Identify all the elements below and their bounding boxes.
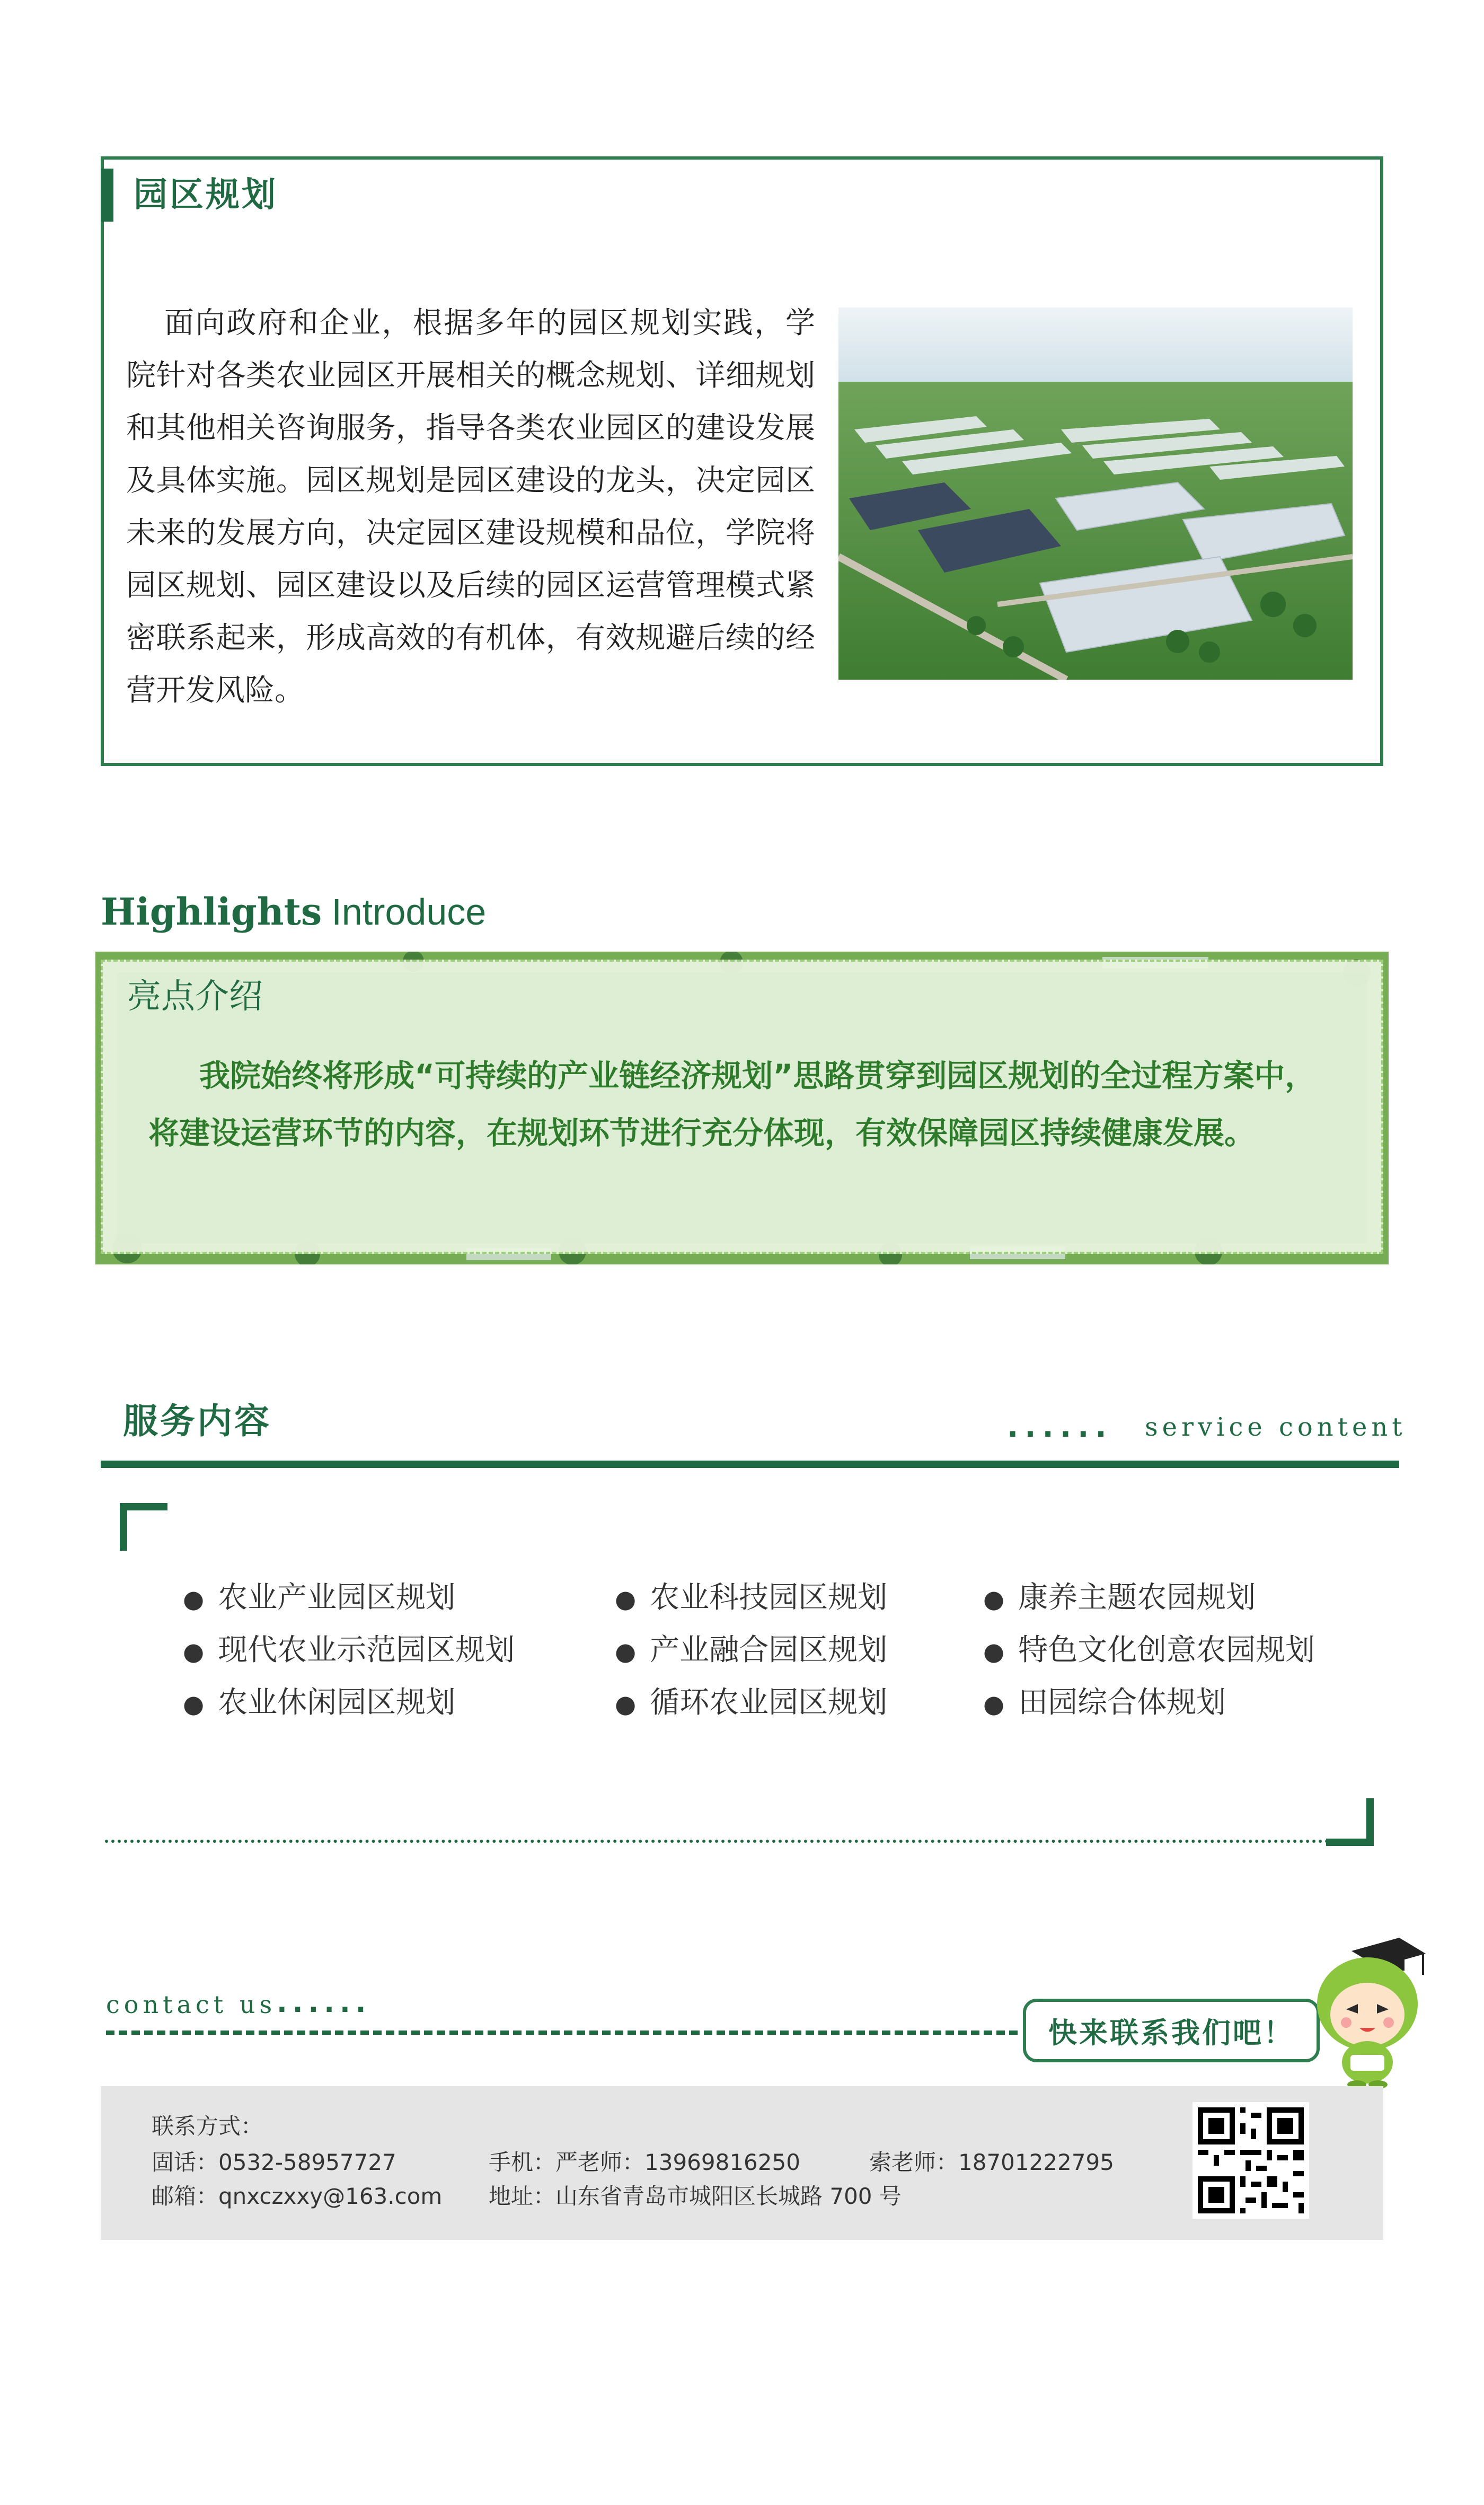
service-item: ● 农业休闲园区规划 [183,1685,456,1720]
service-item: ● 特色文化创意农园规划 [983,1633,1315,1667]
greenhouse-aerial-photo [838,307,1353,680]
contact-address: 地址：山东省青岛市城阳区长城路 700 号 [489,2183,902,2209]
highlights-heading [101,890,487,934]
bullet-icon: ● [615,1690,637,1718]
bullet-icon: ● [183,1637,205,1666]
mascot-icon [1309,1930,1431,2089]
bullet-icon: ● [983,1690,1005,1718]
highlights-heading-bold: Highlights [101,890,322,934]
service-item: ● 农业科技园区规划 [615,1580,888,1615]
bullet-icon: ● [983,1585,1005,1613]
contact-heading: 联系方式： [152,2113,263,2139]
highlights-subtitle: 亮点介绍 [127,977,263,1016]
corner-bracket-top-left [120,1503,167,1551]
contact-dashed-line [106,2031,1018,2035]
service-item: ● 现代农业示范园区规划 [183,1633,515,1667]
service-divider [101,1461,1399,1468]
service-item: ● 农业产业园区规划 [183,1580,456,1615]
service-item: ● 循环农业园区规划 [615,1685,888,1720]
contact-email: 邮箱：qnxczxxy@163.com [152,2183,443,2209]
contact-label-en: contact us [106,1990,277,2019]
contact-us-button[interactable]: 快来联系我们吧！ [1023,1999,1320,2062]
plan-body-text: 面向政府和企业，根据多年的园区规划实践，学院针对各类农业园区开展相关的概念规划、详细规划和其他相关咨询服务，指导各类农业园区的建设发展及具体实施。园区规划是园区建设的龙头，决定园区未来的发展方向，决定园区建设规模和品位，学院将园区规划、园区建设以及后续的园区运营管理模式紧密联系起来，形成高效的有机体，有效规避后续的经营开发风险。 [126,306,815,708]
contact-phone: 固话：0532-58957727 [152,2149,396,2175]
contact-dots: ...... [277,1987,372,2019]
highlights-heading-light: Introduce [331,891,487,933]
plan-title-bar [101,169,113,222]
contact-mobile-suo: 索老师：18701222795 [869,2149,1114,2175]
service-item: ● 田园综合体规划 [983,1685,1226,1720]
service-subtitle-en: service content [1145,1412,1407,1442]
highlights-body-text: 我院始终将形成“可持续的产业链经济规划”思路贯穿到园区规划的全过程方案中，将建设运营环节的内容，在规划环节进行充分体现，有效保障园区持续健康发展。 [148,1058,1316,1151]
service-item: ● 产业融合园区规划 [615,1633,888,1667]
bullet-icon: ● [983,1637,1005,1666]
bullet-icon: ● [183,1585,205,1613]
service-item: ● 康养主题农园规划 [983,1580,1256,1615]
qr-code-icon [1192,2102,1309,2219]
bullet-icon: ● [183,1690,205,1718]
plan-title: 园区规划 [134,175,278,215]
contact-mobile-yan: 手机：严老师：13969816250 [489,2149,800,2175]
bullet-icon: ● [615,1585,637,1613]
bullet-icon: ● [615,1637,637,1666]
service-dotted-line [105,1840,1329,1843]
service-dots: ...... [1007,1410,1113,1444]
corner-bracket-bottom-right [1326,1798,1374,1846]
service-title: 服务内容 [123,1401,271,1442]
